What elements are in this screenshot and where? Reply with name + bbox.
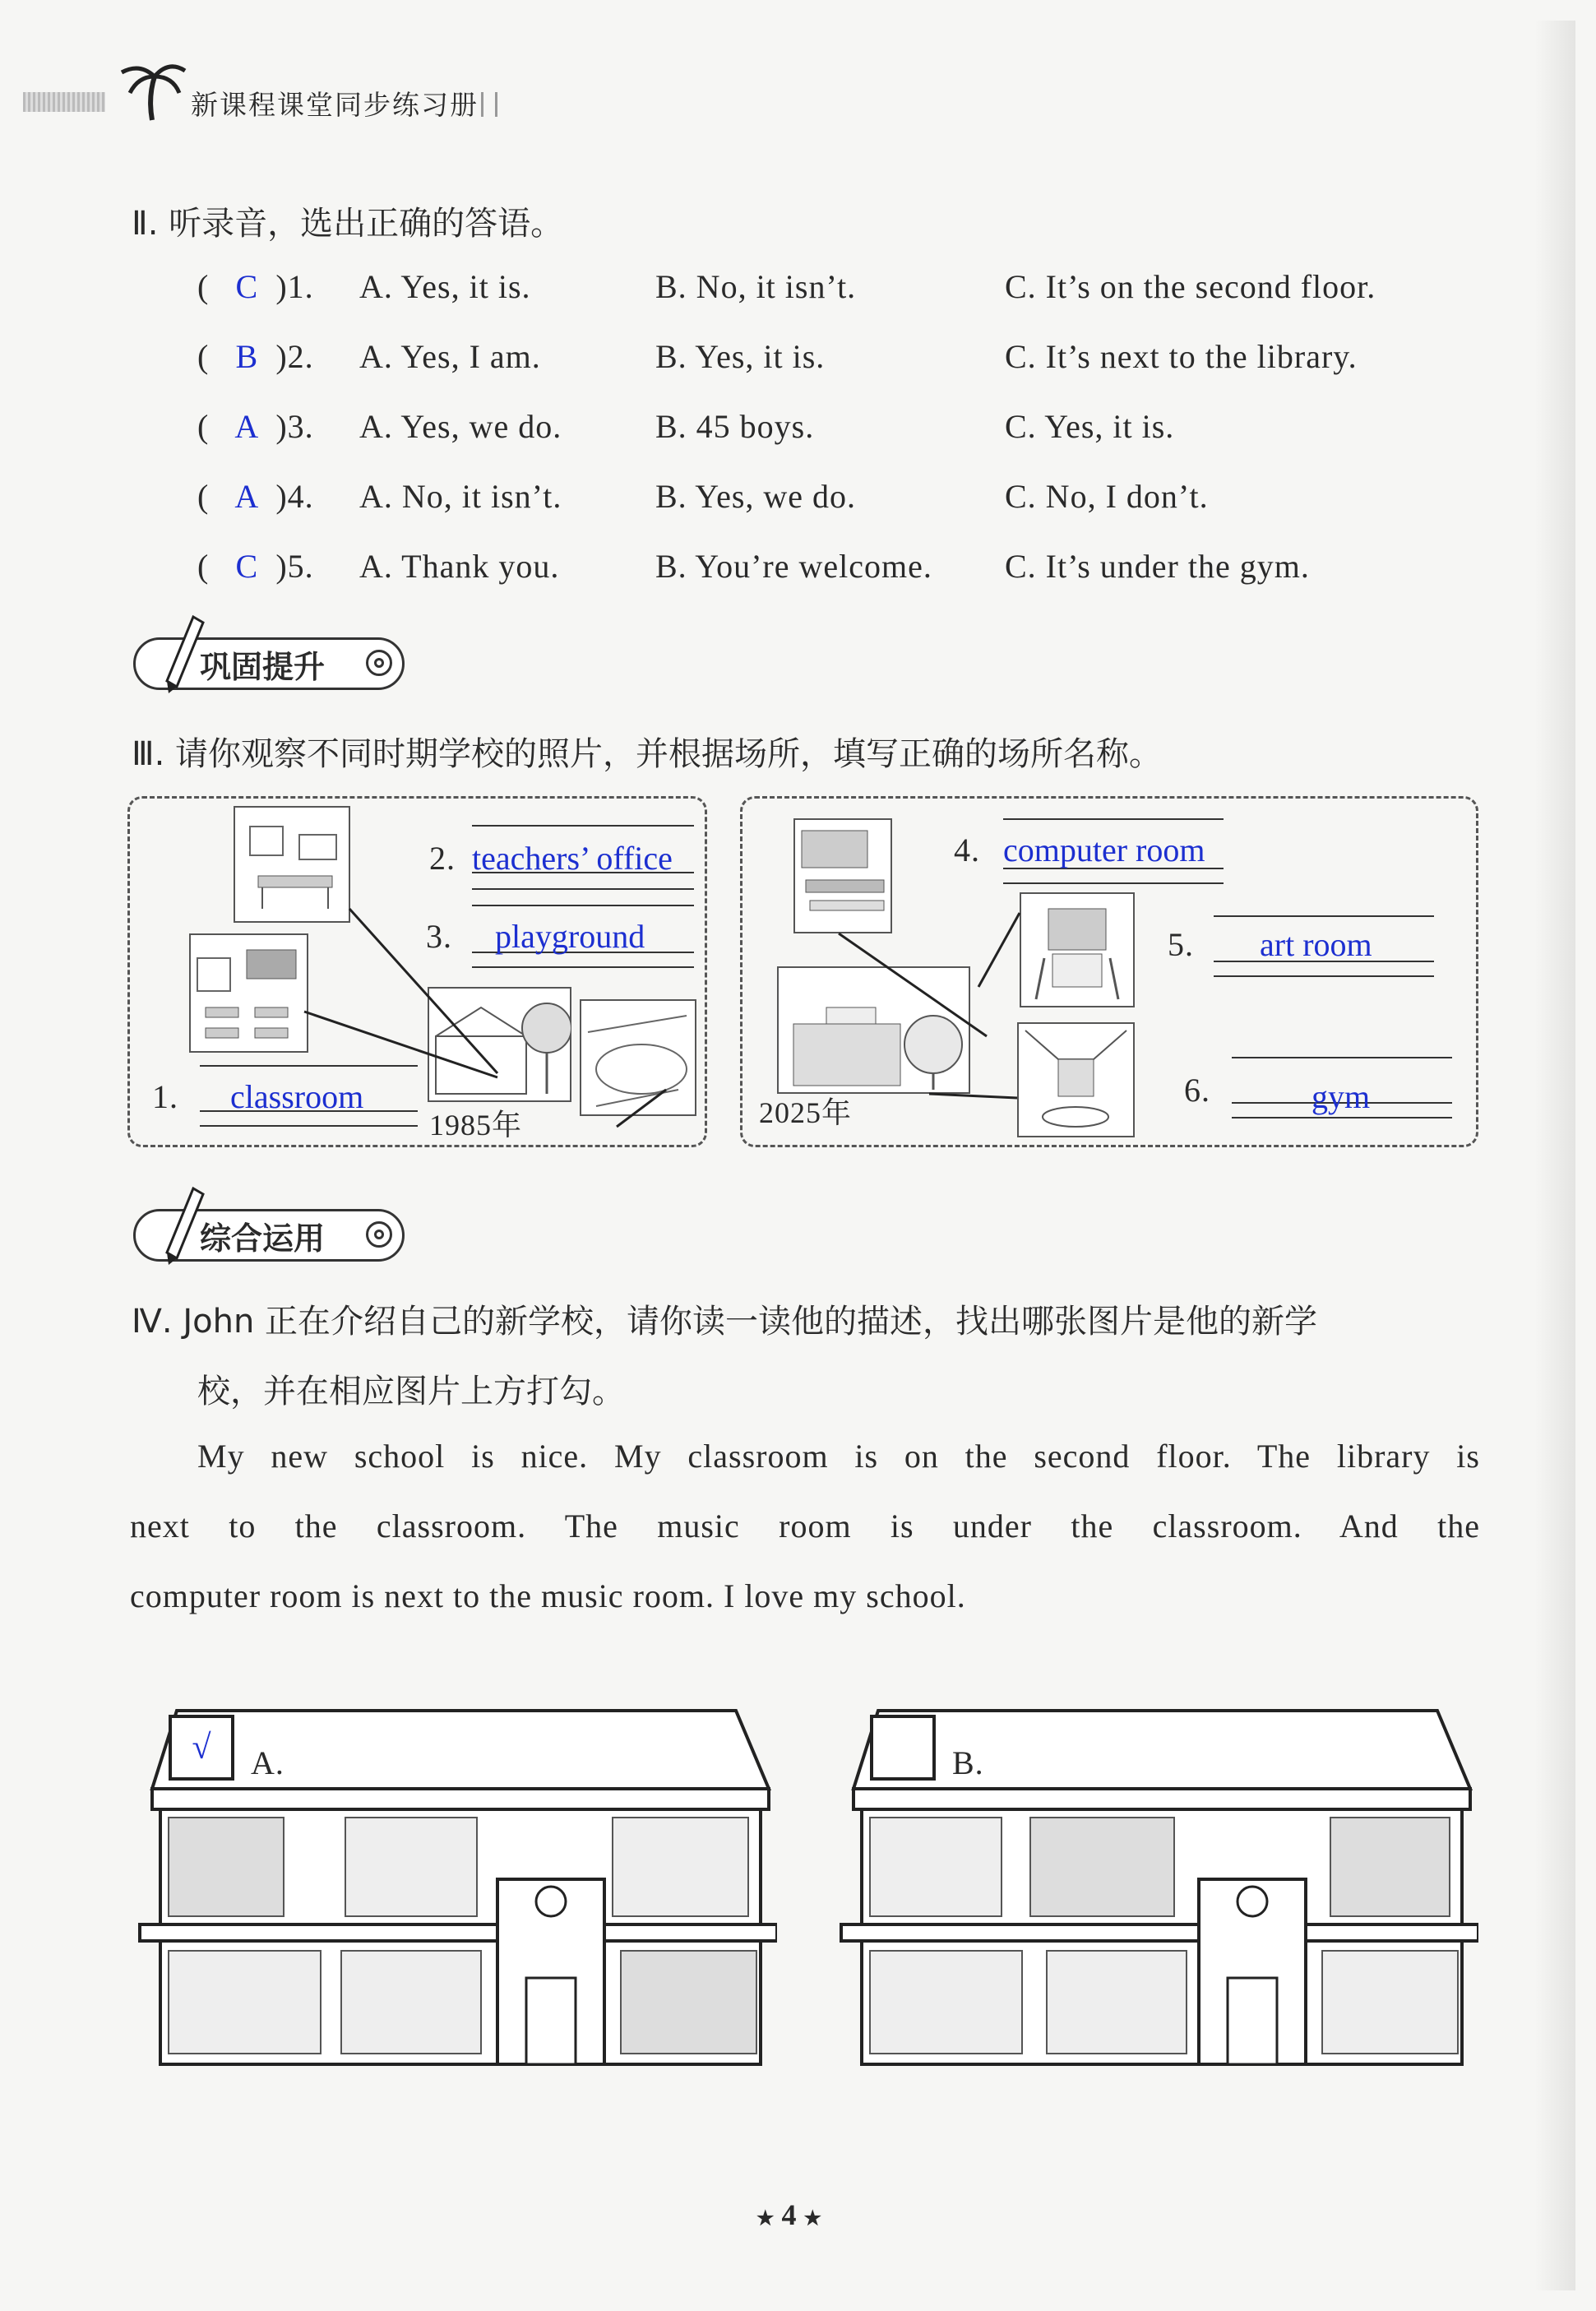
answer-line [472,825,694,827]
ring-icon [366,650,392,676]
option-c: C. No, I don’t. [1005,478,1209,515]
option-c: C. It’s on the second floor. [1005,268,1376,305]
header-decoration [23,92,105,112]
option-b: B. You’re welcome. [655,548,932,585]
blank-answer-5[interactable]: art room [1260,926,1372,963]
blank-answer-1[interactable]: classroom [230,1078,364,1115]
blank-answer-2[interactable]: teachers’ office [472,840,673,877]
palm-tree-icon [115,56,189,122]
checkbox-b[interactable] [870,1715,936,1781]
section-4-title: Ⅳ. John 正在介绍自己的新学校，请你读一读他的描述，找出哪张图片是他的新学 [132,1303,1318,1341]
blank-answer-3[interactable]: playground [495,918,645,955]
question-row: ( B )2. [197,338,314,375]
blank-number: 4. [954,831,980,868]
ring-icon [366,1221,392,1248]
header-divider [481,92,497,117]
pencil-icon [152,1184,210,1267]
year-label-1985: 1985年 [429,1109,523,1142]
star-icon: ★ [756,2208,775,2230]
badge-label: 综合运用 [200,1220,326,1257]
year-label-2025: 2025年 [759,1096,853,1129]
answer-mark[interactable]: B [235,338,259,375]
option-a: A. No, it isn’t. [359,478,562,515]
question-row: ( C )5. [197,548,314,585]
answer-line [472,966,694,968]
answer-line [1214,915,1434,917]
badge-label: 巩固提升 [200,648,326,685]
blank-number: 1. [152,1078,178,1115]
book-title: 新课程课堂同步练习册 [191,89,479,121]
pencil-icon [152,613,210,695]
blank-number: 3. [426,918,452,955]
section-4-title-cont: 校，并在相应图片上方打勾。 [197,1373,625,1410]
option-b: B. No, it isn’t. [655,268,857,305]
section-3-title: Ⅲ. 请你观察不同时期学校的照片，并根据场所，填写正确的场所名称。 [132,735,1163,773]
reading-line-2: next to the classroom. The music room is under the classroom. And the [130,1507,1480,1545]
answer-mark[interactable]: C [235,268,259,305]
answer-mark[interactable]: A [234,408,260,445]
question-row: ( A )3. [197,408,314,445]
option-a: A. Thank you. [359,548,560,585]
checkbox-a[interactable]: √ [169,1715,234,1781]
option-c: C. It’s under the gym. [1005,548,1310,585]
blank-number: 6. [1184,1072,1210,1109]
answer-line [472,888,694,890]
blank-number: 5. [1168,926,1194,963]
answer-line [472,905,694,906]
page-number: 4 [781,2198,797,2231]
reading-line-3: computer room is next to the music room. I love my school. [130,1577,966,1614]
option-c: C. It’s next to the library. [1005,338,1358,375]
answer-line [200,1065,418,1067]
option-b-label: B. [952,1744,984,1781]
answer-mark[interactable]: C [235,548,259,585]
star-icon: ★ [803,2208,822,2230]
option-b: B. 45 boys. [655,408,815,445]
page-number-row [756,2198,821,2232]
question-row: ( A )4. [197,478,314,515]
option-a-label: A. [251,1744,285,1781]
answer-line [1003,882,1224,884]
section-2-title: Ⅱ. 听录音，选出正确的答语。 [132,205,564,243]
option-b: B. Yes, it is. [655,338,826,375]
blank-answer-6[interactable]: gym [1311,1078,1371,1115]
option-a: A. Yes, it is. [359,268,531,305]
blank-number: 2. [429,840,456,877]
answer-mark[interactable]: A [234,478,260,515]
option-a: A. Yes, we do. [359,408,562,445]
reading-line-1: My new school is nice. My classroom is on the second floor. The library is [197,1438,1480,1475]
answer-line [200,1125,418,1127]
question-row: ( C )1. [197,268,314,305]
answer-line [1232,1117,1452,1118]
answer-line [1214,975,1434,977]
answer-line [1003,818,1224,820]
page-edge [1534,21,1575,2290]
blank-answer-4[interactable]: computer room [1003,831,1205,868]
option-b: B. Yes, we do. [655,478,857,515]
answer-line [1232,1057,1452,1058]
option-c: C. Yes, it is. [1005,408,1175,445]
option-a: A. Yes, I am. [359,338,541,375]
